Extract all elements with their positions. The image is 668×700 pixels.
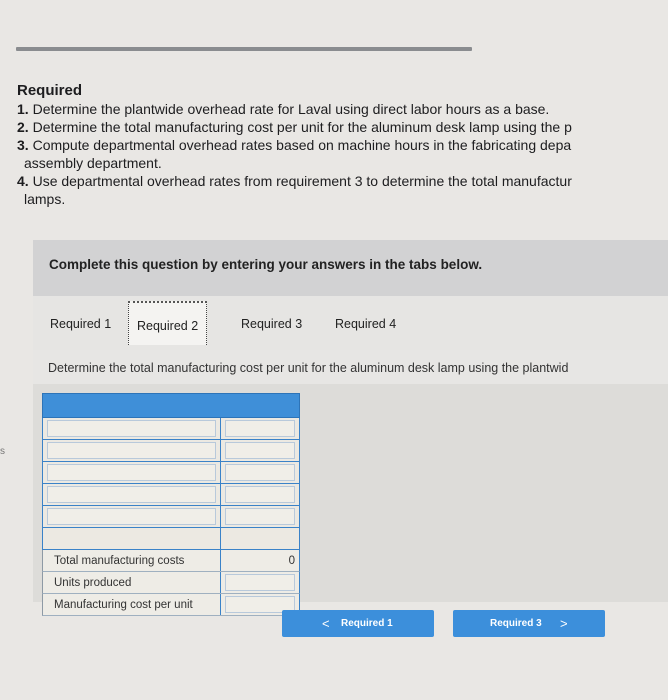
row-value-input[interactable]	[225, 442, 295, 459]
requirement-4: 4. Use departmental overhead rates from requirement 3 to determine the total manufactur	[17, 173, 572, 189]
table-row	[42, 462, 300, 484]
tab-required-2[interactable]: Required 2	[128, 301, 207, 345]
row-label-input[interactable]	[47, 420, 216, 437]
table-row	[42, 528, 300, 550]
next-required-button[interactable]	[453, 610, 605, 637]
instructions-banner	[33, 240, 668, 296]
margin-mark: s	[0, 446, 5, 457]
total-costs-label: Total manufacturing costs	[43, 550, 221, 571]
chevron-left-icon: <	[322, 616, 330, 631]
tab-instruction-text: Determine the total manufacturing cost per unit for the aluminum desk lamp using the plantwid	[48, 361, 569, 375]
requirement-3: 3. Compute departmental overhead rates based on machine hours in the fabricating depa	[17, 137, 572, 153]
units-produced-row	[42, 572, 300, 594]
row-label-input[interactable]	[47, 464, 216, 481]
tab-bar	[33, 296, 668, 350]
table-header	[42, 393, 300, 418]
row-value-input[interactable]	[225, 508, 295, 525]
prev-required-button[interactable]	[282, 610, 434, 637]
table-row	[42, 506, 300, 528]
prev-button-label: Required 1	[341, 618, 393, 629]
tab-required-1[interactable]: Required 1	[50, 317, 112, 331]
total-costs-row	[42, 550, 300, 572]
row-label-input[interactable]	[47, 442, 216, 459]
requirement-3-continued: assembly department.	[24, 155, 162, 171]
tab-required-4[interactable]: Required 4	[335, 317, 397, 331]
row-value-input[interactable]	[225, 420, 295, 437]
next-button-label: Required 3	[490, 618, 542, 629]
tab-required-3[interactable]: Required 3	[241, 317, 303, 331]
requirements-title: Required	[17, 82, 83, 99]
top-divider	[16, 47, 472, 51]
table-row	[42, 484, 300, 506]
instructions-banner-text: Complete this question by entering your answers in the tabs below.	[49, 257, 483, 272]
requirement-4-continued: lamps.	[24, 191, 66, 207]
requirement-1: 1. Determine the plantwide overhead rate for Laval using direct labor hours as a base.	[17, 101, 550, 117]
requirement-2: 2. Determine the total manufacturing cost per unit for the aluminum desk lamp using the p	[17, 119, 572, 135]
answer-table	[42, 393, 300, 616]
total-costs-value: 0	[288, 555, 295, 567]
units-produced-label: Units produced	[43, 572, 221, 593]
table-row	[42, 418, 300, 440]
row-value-input[interactable]	[225, 464, 295, 481]
tab-instruction	[33, 350, 668, 384]
row-value-input[interactable]	[225, 486, 295, 503]
cost-per-unit-label: Manufacturing cost per unit	[43, 594, 221, 615]
requirements-section	[17, 82, 668, 208]
units-produced-input[interactable]	[225, 574, 295, 591]
row-label-input[interactable]	[47, 508, 216, 525]
table-row	[42, 440, 300, 462]
cost-per-unit-row	[42, 594, 300, 616]
row-label-input[interactable]	[47, 486, 216, 503]
chevron-right-icon: >	[560, 616, 568, 631]
